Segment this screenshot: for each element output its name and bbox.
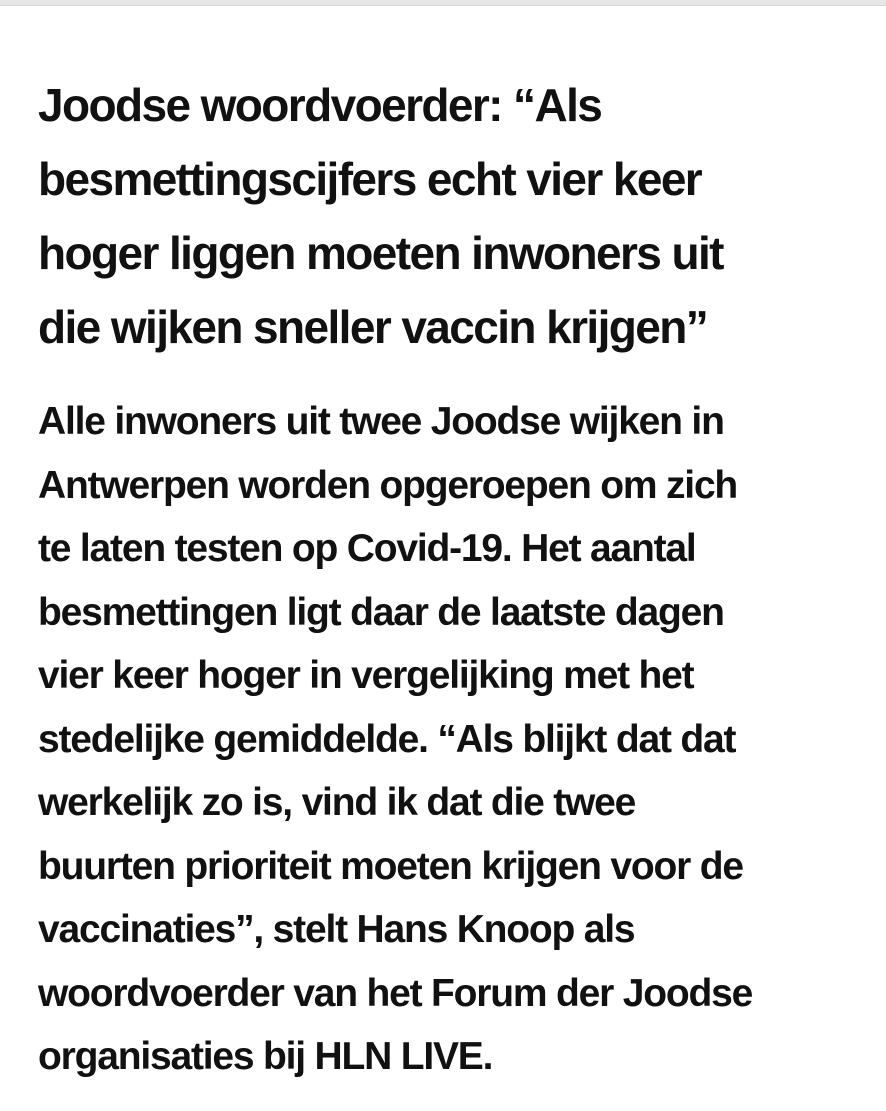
lead-line: buurten prioriteit moeten krijgen voor de <box>38 844 743 888</box>
headline-line: die wijken sneller vaccin krijgen” <box>38 301 708 353</box>
lead-line: te laten testen op Covid-19. Het aantal <box>38 527 696 570</box>
headline-line: besmettingscijfers echt vier keer <box>38 153 702 205</box>
top-divider <box>0 0 886 6</box>
headline-line: hoger liggen moeten inwoners uit <box>38 227 723 279</box>
lead-line: vaccinaties”, stelt Hans Knoop als <box>38 908 635 951</box>
lead-line: besmettingen ligt daar de laatste dagen <box>38 590 724 634</box>
lead-line: organisaties bij HLN LIVE. <box>38 1035 493 1078</box>
lead-line: stedelijke gemiddelde. “Als blijkt dat dat <box>38 717 736 761</box>
lead-line: Antwerpen worden opgeroepen om zich <box>38 463 738 507</box>
lead-line: woordvoerder van het Forum der Joodse <box>38 971 753 1015</box>
headline-line: Joodse woordvoerder: “Als <box>38 79 602 131</box>
article-headline <box>38 68 868 364</box>
lead-line: vier keer hoger in vergelijking met het <box>38 654 694 697</box>
lead-line: Alle inwoners uit twee Joodse wijken in <box>38 400 724 443</box>
article-lead-paragraph <box>38 390 868 1089</box>
lead-line: werkelijk zo is, vind ik dat die twee <box>38 781 636 824</box>
article <box>38 68 868 1089</box>
